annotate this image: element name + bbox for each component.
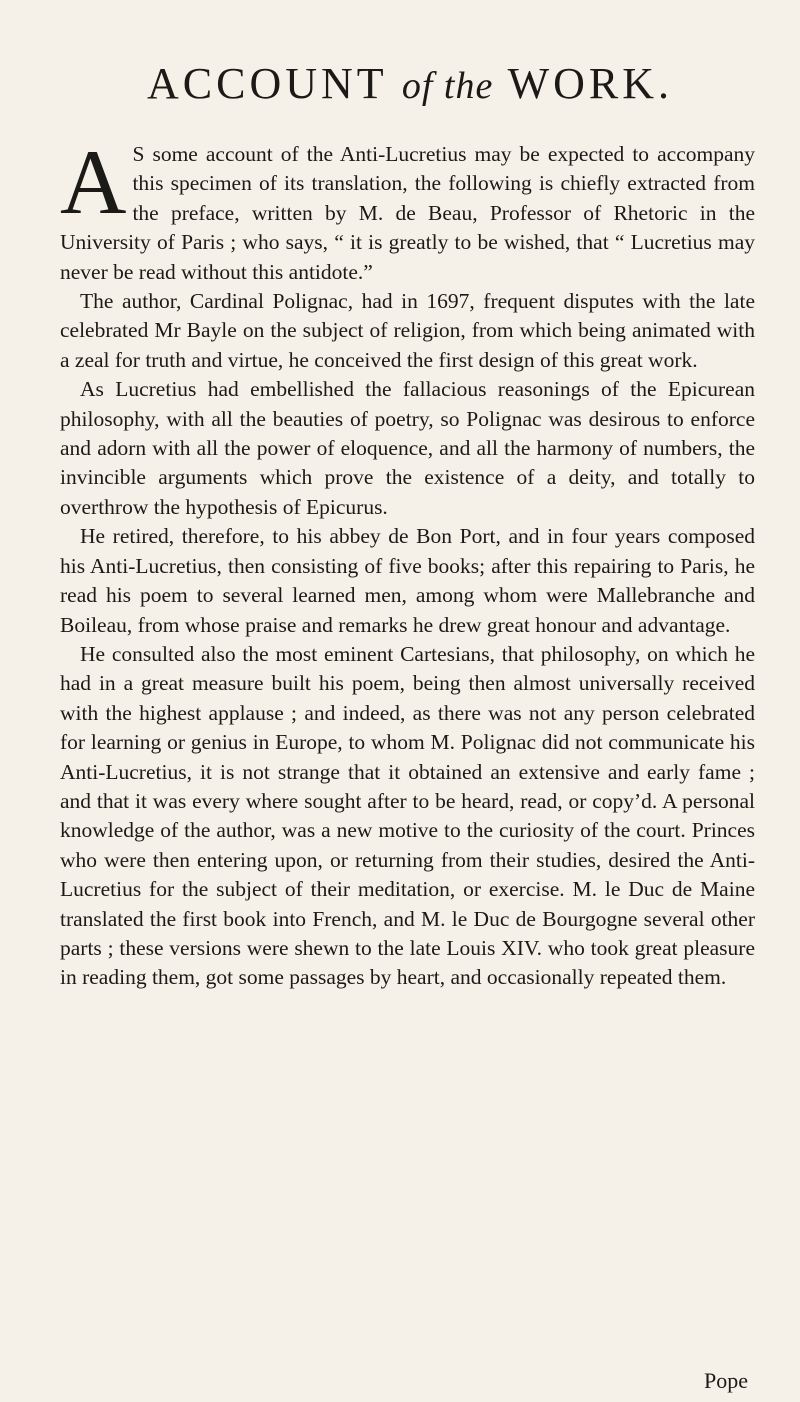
paragraph-3: As Lucretius had embellished the fallacious reasonings of the Epicurean philosophy, with all the beauties of poetry, so Polignac was desirous to enforce and adorn with all the power of eloquence, and all the harmony of numbers, the invincible arguments which prove the existence of a deity, and totally to overthrow the hypothesis of Epicurus. — [60, 377, 755, 519]
paragraph-5: He consulted also the most eminent Cartesians, that philosophy, on which he had in a great measure built his poem, being then almost universally received with the highest applause ; and indeed, as there was not any person celebrated for learning or genius in Europe, to whom M. Polignac did not communicate his Anti-Lucretius, it is not strange that it obtained an extensive and early fame ; and that it was every where sought after to be heard, read, or copy’d. A personal knowledge of the author, was a new motive to the curiosity of the court. Princes who were then entering upon, or returning from their studies, desired the Anti-Lucretius for the subject of their meditation, or exercise. M. le Duc de Maine translated the first book into French, and M. le Duc de Bourgogne several other parts ; these versions were shewn to the late Louis XIV. who took great pleasure in reading them, got some passages by heart, and occasionally repeated them. — [60, 641, 755, 990]
heading-account: ACCOUNT — [146, 59, 387, 108]
catchword: Pope — [704, 1368, 748, 1393]
page-heading — [60, 58, 760, 109]
paragraph-1 — [60, 131, 755, 287]
paragraph-1-text: S some account of the Anti-Lucretius may be expected to accompany this specimen of its translation, the following is chiefly extracted from the preface, written by M. de Beau, Professor of Rhetoric in the University of Paris ; who says, “ it is greatly to be wished, that “ Lucretius may never be read without this antidote.” — [60, 142, 755, 284]
heading-of-the: of the — [401, 65, 494, 107]
paragraph-4: He retired, therefore, to his abbey de Bon Port, and in four years composed his Anti-Lucretius, then consisting of five books; after this repairing to Paris, he read his poem to several learned men, among whom were Mallebranche and Boileau, from whose praise and remarks he drew great honour and advantage. — [60, 524, 755, 637]
drop-cap: A — [60, 131, 127, 233]
body-text — [60, 131, 755, 993]
paragraph-2: The author, Cardinal Polignac, had in 1697, frequent disputes with the late celebrated Mr Bayle on the subject of religion, from which being animated with a zeal for truth and virtue, he conceived the first design of this great work. — [60, 289, 755, 372]
heading-work: WORK. — [507, 59, 674, 108]
